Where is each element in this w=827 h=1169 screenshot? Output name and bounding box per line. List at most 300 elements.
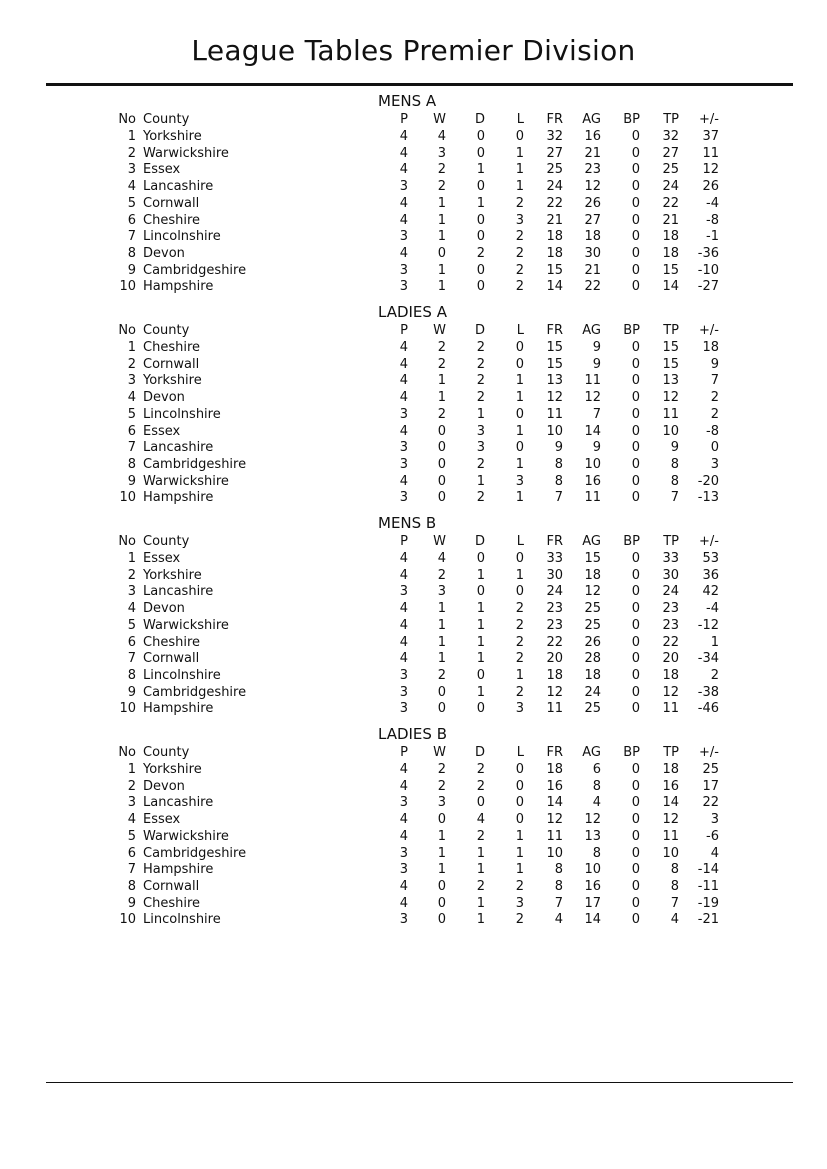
table-row [0,212,827,229]
cell-county: Hampshire [143,862,214,878]
cell-l: 3 [515,701,524,717]
column-header-no: No [118,112,136,127]
table-row [0,878,827,895]
cell-county: Cambridgeshire [143,845,247,861]
cell-bp: 0 [631,473,640,489]
cell-pm: -38 [697,684,719,700]
cell-fr: 7 [554,895,563,911]
column-header-ag: AG [582,323,601,338]
table-row [0,617,827,634]
cell-county: Yorkshire [143,762,202,777]
cell-w: 0 [437,440,446,456]
cell-d: 2 [476,762,485,777]
cell-l: 3 [515,473,524,489]
column-header-pm: +/- [699,112,719,127]
table-row [0,567,827,584]
cell-no: 4 [127,601,136,617]
cell-w: 2 [437,162,446,178]
cell-county: Hampshire [143,701,214,717]
cell-county: Yorkshire [143,129,202,144]
cell-d: 1 [476,634,485,650]
cell-tp: 18 [662,245,679,261]
cell-fr: 33 [546,551,563,566]
cell-no: 10 [119,912,136,928]
column-header-no: No [118,323,136,338]
cell-d: 2 [476,878,485,894]
cell-county: Cornwall [143,651,200,667]
cell-d: 1 [476,862,485,878]
cell-county: Cheshire [143,895,200,911]
cell-w: 1 [437,262,446,278]
cell-no: 3 [127,795,136,811]
cell-ag: 12 [584,179,601,195]
cell-bp: 0 [631,601,640,617]
table-header-row [0,533,827,550]
cell-ag: 30 [584,245,601,261]
cell-p: 4 [399,195,408,211]
cell-fr: 16 [546,778,563,794]
cell-no: 9 [127,684,136,700]
table-row [0,473,827,490]
cell-ag: 15 [584,551,601,566]
cell-tp: 11 [662,828,679,844]
column-header-l: L [516,112,524,127]
cell-p: 4 [399,878,408,894]
cell-l: 0 [515,584,524,600]
cell-d: 0 [476,667,485,683]
column-header-tp: TP [663,112,679,127]
cell-p: 4 [399,373,408,389]
cell-l: 0 [515,812,524,828]
cell-fr: 24 [546,584,563,600]
column-header-pm: +/- [699,323,719,338]
cell-l: 2 [515,634,524,650]
cell-l: 1 [515,667,524,683]
cell-tp: 18 [662,229,679,245]
cell-bp: 0 [631,229,640,245]
cell-l: 2 [515,229,524,245]
cell-d: 0 [476,584,485,600]
table-row [0,550,827,567]
column-header-p: P [400,112,408,127]
cell-ag: 8 [592,845,601,861]
table-row [0,684,827,701]
table-row [0,161,827,178]
column-header-w: W [433,112,446,127]
cell-ag: 25 [584,617,601,633]
cell-p: 3 [399,701,408,717]
column-header-no: No [118,534,136,549]
column-header-county: County [143,323,190,338]
cell-ag: 10 [584,862,601,878]
column-header-tp: TP [663,745,679,760]
cell-fr: 18 [546,245,563,261]
cell-county: Cheshire [143,634,200,650]
cell-pm: -13 [697,490,719,506]
cell-tp: 22 [662,634,679,650]
cell-w: 0 [437,701,446,717]
cell-county: Warwickshire [143,828,229,844]
table-row [0,794,827,811]
cell-tp: 18 [662,762,679,777]
cell-l: 0 [515,356,524,372]
cell-tp: 12 [662,390,679,406]
league-section [0,301,827,512]
cell-pm: -21 [697,912,719,928]
cell-pm: 36 [702,567,719,583]
cell-pm: 22 [702,795,719,811]
cell-bp: 0 [631,340,640,355]
table-row [0,439,827,456]
cell-county: Essex [143,162,181,178]
cell-pm: -4 [706,601,719,617]
cell-county: Cornwall [143,195,200,211]
cell-pm: -11 [697,878,719,894]
column-header-fr: FR [546,323,563,338]
cell-l: 0 [515,406,524,422]
cell-no: 3 [127,373,136,389]
cell-p: 3 [399,862,408,878]
cell-ag: 26 [584,634,601,650]
cell-w: 1 [437,212,446,228]
cell-d: 3 [476,440,485,456]
cell-no: 8 [127,667,136,683]
cell-p: 4 [399,129,408,144]
cell-county: Essex [143,423,181,439]
cell-ag: 18 [584,667,601,683]
cell-p: 4 [399,340,408,355]
column-header-w: W [433,534,446,549]
table-row [0,262,827,279]
cell-d: 2 [476,340,485,355]
table-row [0,489,827,506]
cell-w: 3 [437,145,446,161]
cell-tp: 25 [662,162,679,178]
cell-fr: 22 [546,195,563,211]
cell-l: 1 [515,490,524,506]
cell-w: 1 [437,279,446,295]
cell-tp: 16 [662,778,679,794]
cell-w: 1 [437,195,446,211]
cell-w: 2 [437,567,446,583]
cell-fr: 30 [546,567,563,583]
section-title: LADIES A [378,303,447,321]
cell-fr: 10 [546,845,563,861]
cell-fr: 18 [546,762,563,777]
column-header-p: P [400,534,408,549]
cell-d: 0 [476,229,485,245]
cell-ag: 22 [584,279,601,295]
table-row [0,600,827,617]
cell-w: 2 [437,406,446,422]
cell-ag: 6 [592,762,601,777]
cell-pm: 7 [710,373,719,389]
column-header-l: L [516,534,524,549]
column-header-fr: FR [546,112,563,127]
cell-bp: 0 [631,145,640,161]
section-title: MENS A [378,92,437,110]
cell-fr: 8 [554,473,563,489]
cell-d: 0 [476,212,485,228]
cell-p: 4 [399,551,408,566]
cell-pm: 12 [702,162,719,178]
cell-no: 5 [127,195,136,211]
column-header-d: D [474,323,485,338]
cell-ag: 23 [584,162,601,178]
cell-d: 2 [476,778,485,794]
cell-ag: 24 [584,684,601,700]
cell-no: 10 [119,701,136,717]
cell-bp: 0 [631,762,640,777]
cell-d: 1 [476,601,485,617]
cell-no: 6 [127,845,136,861]
cell-bp: 0 [631,778,640,794]
cell-w: 1 [437,617,446,633]
cell-pm: 1 [710,634,719,650]
cell-bp: 0 [631,490,640,506]
cell-d: 1 [476,912,485,928]
cell-no: 10 [119,279,136,295]
cell-ag: 25 [584,701,601,717]
cell-bp: 0 [631,162,640,178]
cell-county: Yorkshire [143,567,202,583]
cell-fr: 15 [546,262,563,278]
cell-tp: 8 [670,456,679,472]
cell-p: 3 [399,795,408,811]
table-row [0,278,827,295]
cell-tp: 30 [662,567,679,583]
cell-bp: 0 [631,212,640,228]
table-row [0,423,827,440]
cell-tp: 11 [662,701,679,717]
cell-ag: 16 [584,878,601,894]
cell-no: 6 [127,634,136,650]
cell-w: 0 [437,490,446,506]
cell-l: 2 [515,195,524,211]
column-header-p: P [400,745,408,760]
cell-d: 0 [476,551,485,566]
cell-d: 1 [476,473,485,489]
cell-ag: 12 [584,390,601,406]
cell-county: Essex [143,551,181,566]
cell-l: 0 [515,129,524,144]
cell-p: 4 [399,762,408,777]
table-row [0,761,827,778]
cell-fr: 9 [554,440,563,456]
cell-pm: 3 [710,812,719,828]
cell-county: Lincolnshire [143,667,221,683]
cell-county: Cornwall [143,878,200,894]
cell-fr: 13 [546,373,563,389]
cell-l: 1 [515,145,524,161]
cell-p: 4 [399,634,408,650]
cell-ag: 4 [592,795,601,811]
cell-fr: 11 [546,701,563,717]
cell-bp: 0 [631,812,640,828]
cell-p: 4 [399,145,408,161]
cell-county: Cornwall [143,356,200,372]
cell-l: 0 [515,795,524,811]
cell-tp: 18 [662,667,679,683]
cell-d: 1 [476,895,485,911]
cell-tp: 14 [662,795,679,811]
league-section [0,512,827,723]
column-header-d: D [474,745,485,760]
cell-w: 1 [437,601,446,617]
table-row [0,634,827,651]
table-row [0,811,827,828]
cell-fr: 8 [554,456,563,472]
cell-tp: 33 [662,551,679,566]
cell-pm: -8 [706,212,719,228]
cell-bp: 0 [631,551,640,566]
cell-fr: 14 [546,795,563,811]
cell-no: 8 [127,456,136,472]
table-row [0,861,827,878]
cell-fr: 15 [546,356,563,372]
cell-no: 1 [127,129,136,144]
cell-bp: 0 [631,584,640,600]
cell-bp: 0 [631,390,640,406]
cell-ag: 14 [584,912,601,928]
table-row [0,911,827,928]
table-row [0,828,827,845]
cell-d: 4 [476,812,485,828]
cell-p: 3 [399,667,408,683]
table-row [0,372,827,389]
cell-bp: 0 [631,895,640,911]
cell-ag: 18 [584,567,601,583]
cell-tp: 27 [662,145,679,161]
column-header-county: County [143,745,190,760]
cell-bp: 0 [631,828,640,844]
cell-pm: 2 [710,406,719,422]
cell-bp: 0 [631,195,640,211]
cell-county: Hampshire [143,490,214,506]
cell-d: 2 [476,390,485,406]
cell-no: 2 [127,145,136,161]
table-row [0,228,827,245]
cell-county: Devon [143,778,185,794]
cell-no: 9 [127,473,136,489]
cell-county: Warwickshire [143,617,229,633]
cell-no: 5 [127,406,136,422]
cell-ag: 28 [584,651,601,667]
table-row [0,778,827,795]
table-row [0,145,827,162]
cell-w: 1 [437,828,446,844]
table-row [0,583,827,600]
cell-no: 8 [127,878,136,894]
cell-bp: 0 [631,651,640,667]
title-divider [46,83,793,86]
cell-ag: 7 [592,406,601,422]
cell-no: 2 [127,778,136,794]
cell-w: 0 [437,878,446,894]
cell-d: 2 [476,373,485,389]
cell-bp: 0 [631,845,640,861]
cell-ag: 9 [592,340,601,355]
cell-tp: 15 [662,340,679,355]
cell-tp: 12 [662,684,679,700]
cell-w: 1 [437,229,446,245]
table-row [0,356,827,373]
cell-tp: 20 [662,651,679,667]
table-row [0,128,827,145]
cell-bp: 0 [631,878,640,894]
cell-w: 0 [437,473,446,489]
cell-l: 2 [515,912,524,928]
cell-p: 4 [399,390,408,406]
cell-tp: 15 [662,356,679,372]
cell-bp: 0 [631,912,640,928]
cell-l: 2 [515,262,524,278]
cell-bp: 0 [631,634,640,650]
cell-d: 1 [476,195,485,211]
cell-fr: 21 [546,212,563,228]
column-header-bp: BP [623,534,640,549]
cell-fr: 12 [546,684,563,700]
cell-county: Hampshire [143,279,214,295]
column-header-p: P [400,323,408,338]
cell-no: 3 [127,162,136,178]
column-header-ag: AG [582,534,601,549]
cell-tp: 11 [662,406,679,422]
cell-p: 4 [399,895,408,911]
cell-bp: 0 [631,245,640,261]
cell-l: 2 [515,651,524,667]
cell-w: 0 [437,895,446,911]
cell-p: 4 [399,245,408,261]
cell-county: Lancashire [143,179,214,195]
cell-bp: 0 [631,795,640,811]
cell-l: 2 [515,601,524,617]
cell-w: 0 [437,684,446,700]
cell-ag: 9 [592,440,601,456]
cell-fr: 18 [546,667,563,683]
column-header-no: No [118,745,136,760]
cell-pm: -46 [697,701,719,717]
cell-l: 0 [515,551,524,566]
cell-pm: 42 [702,584,719,600]
cell-no: 7 [127,229,136,245]
cell-bp: 0 [631,456,640,472]
cell-bp: 0 [631,862,640,878]
cell-bp: 0 [631,129,640,144]
cell-d: 0 [476,279,485,295]
cell-l: 1 [515,456,524,472]
table-row [0,406,827,423]
cell-fr: 14 [546,279,563,295]
cell-pm: 18 [702,340,719,355]
cell-bp: 0 [631,684,640,700]
cell-l: 1 [515,845,524,861]
column-header-d: D [474,534,485,549]
cell-no: 2 [127,356,136,372]
cell-no: 6 [127,212,136,228]
cell-p: 3 [399,845,408,861]
cell-county: Warwickshire [143,473,229,489]
cell-ag: 21 [584,262,601,278]
cell-p: 3 [399,229,408,245]
cell-d: 1 [476,617,485,633]
column-header-d: D [474,112,485,127]
cell-l: 1 [515,567,524,583]
column-header-county: County [143,112,190,127]
column-header-pm: +/- [699,534,719,549]
cell-ag: 11 [584,373,601,389]
cell-p: 3 [399,912,408,928]
